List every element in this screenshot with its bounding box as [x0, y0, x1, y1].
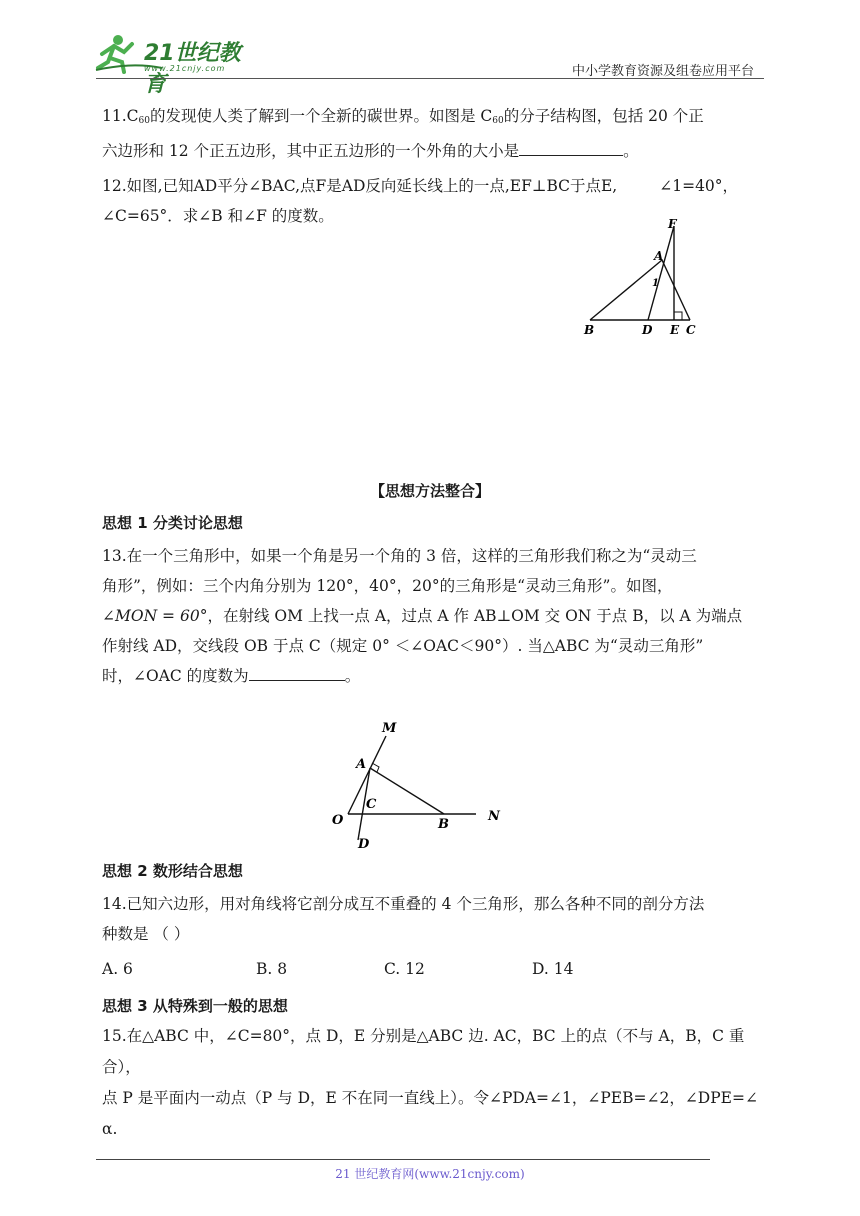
fig12-label-a: A: [654, 249, 664, 263]
q13-answer-blank[interactable]: [249, 662, 345, 681]
fig13-label-d: D: [358, 837, 370, 852]
q11-text-c: 的分子结构图，包括 20 个正: [503, 107, 704, 125]
logo-text: 21世纪教育: [144, 41, 241, 97]
site-logo: [92, 32, 262, 97]
q12-line-2: ∠C=65°．求∠B 和∠F 的度数。: [102, 207, 334, 225]
q12-line-1b: ∠1=40°，: [659, 177, 739, 195]
fig13-label-c: C: [366, 797, 377, 812]
fig13-label-m: M: [382, 721, 397, 736]
q15-line-3: α.: [102, 1120, 118, 1138]
fig13-label-n: N: [488, 809, 500, 824]
q13-line-4: 作射线 AD，交线段 OB 于点 C（规定 0° ＜∠OAC＜90°）. 当△ABC 为“灵动三角形”: [102, 637, 704, 655]
fig12-label-e: E: [670, 323, 680, 337]
q13-line-1: 13.在一个三角形中，如果一个角是另一个角的 3 倍，这样的三角形我们称之为“灵动三: [102, 547, 697, 565]
idea-1-heading: 思想 1 分类讨论思想: [102, 514, 243, 532]
fig13-label-o: O: [332, 813, 344, 828]
q13-line-2: 角形”，例如：三个内角分别为 120°，40°，20°的三角形是“灵动三角形”。如图，: [102, 577, 673, 595]
q14-option-c[interactable]: C. 12: [384, 960, 425, 978]
q15-line-1: 15.在△ABC 中，∠C=80°，点 D，E 分别是△ABC 边. AC，BC 上的点（不与 A，B，C 重合），: [102, 1027, 745, 1076]
q11-sub-2: 60: [492, 116, 504, 126]
q12-line-1a: 12.如图,已知AD平分∠BAC,点F是AD反向延长线上的一点,EF⊥BC于点E,: [102, 177, 618, 195]
fig12-label-1: 1: [652, 278, 659, 289]
footer-text[interactable]: 21 世纪教育网(www.21cnjy.com): [335, 1167, 525, 1181]
q11-answer-blank[interactable]: [519, 137, 623, 156]
figure-12-triangle: [574, 214, 704, 338]
question-15: [102, 1021, 768, 1145]
q11-line-2: 六边形和 12 个正五边形，其中正五边形的一个外角的大小是: [102, 142, 520, 160]
q14-line-1: 14.已知六边形，用对角线将它剖分成互不重叠的 4 个三角形，那么各种不同的剖分方法: [102, 895, 705, 913]
q11-end: 。: [623, 142, 639, 160]
fig12-label-f: F: [668, 217, 677, 231]
idea-3-heading: 思想 3 从特殊到一般的思想: [102, 997, 288, 1015]
q14-option-d[interactable]: D. 14: [532, 960, 574, 978]
question-14: [102, 889, 768, 949]
fig13-label-b: B: [438, 817, 449, 832]
logo-url: www.21cnjy.com: [144, 64, 226, 73]
q13-end: 。: [344, 667, 361, 685]
fig13-label-a: A: [356, 757, 367, 772]
q14-option-a[interactable]: A. 6: [102, 960, 133, 978]
q14-line-2: 种数是 （ ）: [102, 925, 190, 943]
fig12-label-d: D: [642, 323, 653, 337]
q14-option-b[interactable]: B. 8: [256, 960, 288, 978]
fig12-label-c: C: [686, 323, 696, 337]
q13-line-5: 时，∠OAC 的度数为: [102, 667, 249, 685]
q11-text-b: 的发现使人类了解到一个全新的碳世界。如图是 C: [149, 107, 493, 125]
figure-13-angle: [326, 716, 516, 852]
q13-angle-mon: ∠MON = 60°: [102, 607, 208, 625]
header-divider: [96, 78, 764, 79]
q15-line-2: 点 P 是平面内一动点（P 与 D，E 不在同一直线上）。令∠PDA=∠1，∠PEB=∠2，∠DPE=∠: [102, 1089, 758, 1107]
q11-sub-1: 60: [138, 116, 150, 126]
question-11: [102, 101, 768, 166]
fig12-label-b: B: [584, 323, 595, 337]
question-13: [102, 541, 768, 691]
section-title: 【思想方法整合】: [369, 482, 490, 500]
idea-2-heading: 思想 2 数形结合思想: [102, 862, 243, 880]
header-platform-text: 中小学教育资源及组卷应用平台: [571, 64, 754, 79]
q13-line-3: ，在射线 OM 上找一点 A，过点 A 作 AB⊥OM 交 ON 于点 B，以 A 为端点: [207, 607, 743, 625]
footer-divider: [96, 1159, 710, 1160]
q11-text-a: 11.C: [102, 107, 139, 125]
